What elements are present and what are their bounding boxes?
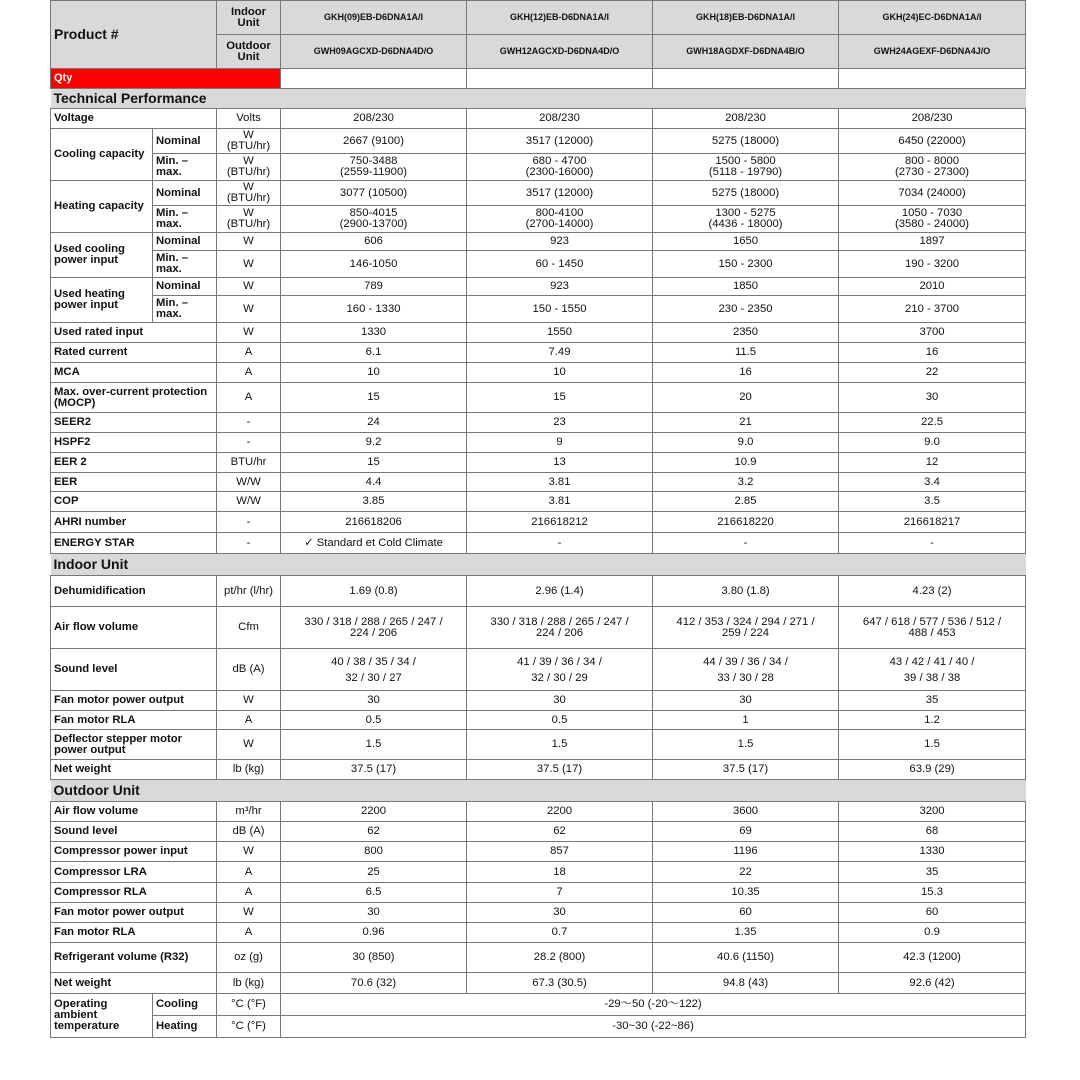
table-row xyxy=(51,923,1026,943)
sub-label: Cooling xyxy=(153,994,217,1016)
value-cell: 1650 xyxy=(653,233,839,251)
value-cell: 3.81 xyxy=(467,473,653,492)
value-cell: 2350 xyxy=(653,323,839,343)
value-cell: 69 xyxy=(653,822,839,842)
unit-cell: A xyxy=(217,923,281,943)
value-cell: 60 xyxy=(653,903,839,923)
row-label: Sound level xyxy=(51,822,217,842)
table-row xyxy=(51,576,1026,607)
qty-cell xyxy=(839,69,1026,89)
value-cell: 10.35 xyxy=(653,883,839,903)
value-cell: 150 - 1550 xyxy=(467,296,653,323)
value-cell: 7.49 xyxy=(467,343,653,363)
table-row xyxy=(51,730,1026,760)
value-cell: 42.3 (1200) xyxy=(839,943,1026,973)
value-cell: 60 - 1450 xyxy=(467,251,653,278)
unit-cell: - xyxy=(217,433,281,453)
row-label: AHRI number xyxy=(51,512,217,533)
value-cell: 35 xyxy=(839,691,1026,711)
qty-cell xyxy=(467,69,653,89)
value-cell: 43 / 42 / 41 / 40 / 39 / 38 / 38 xyxy=(839,649,1026,691)
value-cell: 18 xyxy=(467,862,653,883)
value-cell: 3200 xyxy=(839,802,1026,822)
unit-cell: W/W xyxy=(217,492,281,512)
value-cell: 30 xyxy=(467,903,653,923)
table-row xyxy=(51,473,1026,492)
value-cell: 2.85 xyxy=(653,492,839,512)
value-cell: 2200 xyxy=(467,802,653,822)
unit-cell: A xyxy=(217,363,281,383)
value-cell: 7 xyxy=(467,883,653,903)
qty-label: Qty xyxy=(51,69,281,89)
table-row xyxy=(51,129,1026,154)
value-cell: 1.5 xyxy=(653,730,839,760)
value-cell: 70.6 (32) xyxy=(281,973,467,994)
sub-label: Nominal xyxy=(153,278,217,296)
table-row xyxy=(51,1016,1026,1038)
table-row xyxy=(51,206,1026,233)
value-cell: 13 xyxy=(467,453,653,473)
value-cell: 210 - 3700 xyxy=(839,296,1026,323)
table-row xyxy=(51,533,1026,554)
value-cell: 12 xyxy=(839,453,1026,473)
value-cell: -30~30 (-22~86) xyxy=(281,1016,1026,1038)
value-cell: 9.0 xyxy=(839,433,1026,453)
table-row xyxy=(51,760,1026,780)
value-cell: 1050 - 7030 (3580 - 24000) xyxy=(839,206,1026,233)
value-cell: 44 / 39 / 36 / 34 / 33 / 30 / 28 xyxy=(653,649,839,691)
value-cell: 750-3488 (2559-11900) xyxy=(281,154,467,181)
row-label: Dehumidification xyxy=(51,576,217,607)
value-cell: 1.5 xyxy=(467,730,653,760)
value-cell: 606 xyxy=(281,233,467,251)
unit-cell: lb (kg) xyxy=(217,760,281,780)
value-cell: 9 xyxy=(467,433,653,453)
value-cell: 3.81 xyxy=(467,492,653,512)
unit-cell: W xyxy=(217,278,281,296)
row-label: Sound level xyxy=(51,649,217,691)
product-label: Product # xyxy=(51,1,217,69)
section-title: Outdoor Unit xyxy=(51,780,1026,802)
value-cell: 1.69 (0.8) xyxy=(281,576,467,607)
value-cell: 146-1050 xyxy=(281,251,467,278)
value-cell: 160 - 1330 xyxy=(281,296,467,323)
table-row xyxy=(51,943,1026,973)
unit-cell: W xyxy=(217,233,281,251)
qty-cell xyxy=(653,69,839,89)
value-cell: 2200 xyxy=(281,802,467,822)
table-row xyxy=(51,691,1026,711)
technical-rows xyxy=(51,323,1026,554)
value-cell: 15 xyxy=(281,453,467,473)
value-cell: 800 - 8000 (2730 - 27300) xyxy=(839,154,1026,181)
value-cell: 923 xyxy=(467,233,653,251)
table-row xyxy=(51,822,1026,842)
unit-cell: W xyxy=(217,691,281,711)
value-cell: 800 xyxy=(281,842,467,862)
value-cell: 35 xyxy=(839,862,1026,883)
value-cell: 22 xyxy=(653,862,839,883)
value-cell: 208/230 xyxy=(281,109,467,129)
value-cell: 21 xyxy=(653,413,839,433)
value-cell: 1.35 xyxy=(653,923,839,943)
row-label: Deflector stepper motor power output xyxy=(51,730,217,760)
unit-cell: A xyxy=(217,343,281,363)
table-row xyxy=(51,994,1026,1016)
value-cell: 330 / 318 / 288 / 265 / 247 / 224 / 206 xyxy=(281,607,467,649)
unit-cell: A xyxy=(217,383,281,413)
unit-cell: W (BTU/hr) xyxy=(217,206,281,233)
value-cell: 9.0 xyxy=(653,433,839,453)
value-cell: 6.1 xyxy=(281,343,467,363)
value-cell: 3.80 (1.8) xyxy=(653,576,839,607)
value-cell: 1850 xyxy=(653,278,839,296)
sub-label: Nominal xyxy=(153,181,217,206)
section-title: Technical Performance xyxy=(51,89,1026,109)
sub-label: Min. – max. xyxy=(153,251,217,278)
unit-cell: °C (°F) xyxy=(217,1016,281,1038)
value-cell: 5275 (18000) xyxy=(653,181,839,206)
value-cell: 16 xyxy=(653,363,839,383)
table-row xyxy=(51,512,1026,533)
unit-cell: W xyxy=(217,903,281,923)
table-row xyxy=(51,251,1026,278)
row-label: Max. over-current protection (MOCP) xyxy=(51,383,217,413)
value-cell: 37.5 (17) xyxy=(653,760,839,780)
indoor-rows xyxy=(51,691,1026,780)
value-cell: 3.2 xyxy=(653,473,839,492)
unit-cell: W (BTU/hr) xyxy=(217,129,281,154)
unit-cell: W xyxy=(217,730,281,760)
row-label: Rated current xyxy=(51,343,217,363)
unit-cell: A xyxy=(217,883,281,903)
indoor-model-3: GKH(18)EB-D6DNA1A/I xyxy=(653,1,839,35)
value-cell: 0.7 xyxy=(467,923,653,943)
value-cell: 216618206 xyxy=(281,512,467,533)
value-cell: 10.9 xyxy=(653,453,839,473)
value-cell: 330 / 318 / 288 / 265 / 247 / 224 / 206 xyxy=(467,607,653,649)
unit-cell: W xyxy=(217,296,281,323)
sub-label: Min. – max. xyxy=(153,296,217,323)
value-cell: - xyxy=(467,533,653,554)
value-cell: 4.23 (2) xyxy=(839,576,1026,607)
row-label: Compressor RLA xyxy=(51,883,217,903)
table-row xyxy=(51,607,1026,649)
value-cell: 62 xyxy=(467,822,653,842)
unit-cell: - xyxy=(217,533,281,554)
value-cell: 2010 xyxy=(839,278,1026,296)
value-cell: 92.6 (42) xyxy=(839,973,1026,994)
row-label: Fan motor power output xyxy=(51,691,217,711)
unit-cell: Volts xyxy=(217,109,281,129)
value-cell: 216618212 xyxy=(467,512,653,533)
unit-cell: W xyxy=(217,323,281,343)
value-cell: 857 xyxy=(467,842,653,862)
row-label: Net weight xyxy=(51,973,217,994)
row-label: Operating ambient temperature xyxy=(51,994,153,1038)
row-label: HSPF2 xyxy=(51,433,217,453)
value-cell: 1.2 xyxy=(839,711,1026,730)
value-cell: 22 xyxy=(839,363,1026,383)
sub-label: Nominal xyxy=(153,233,217,251)
value-cell: 15 xyxy=(281,383,467,413)
row-label: Refrigerant volume (R32) xyxy=(51,943,217,973)
value-cell: 5275 (18000) xyxy=(653,129,839,154)
value-cell: 40 / 38 / 35 / 34 / 32 / 30 / 27 xyxy=(281,649,467,691)
table-row xyxy=(51,492,1026,512)
outdoor-model-3: GWH18AGDXF-D6DNA4B/O xyxy=(653,35,839,69)
value-cell: - xyxy=(839,533,1026,554)
value-cell: ✓ Standard et Cold Climate xyxy=(281,533,467,554)
row-label: Air flow volume xyxy=(51,607,217,649)
table-row xyxy=(51,802,1026,822)
value-cell: 37.5 (17) xyxy=(281,760,467,780)
value-cell: 3517 (12000) xyxy=(467,129,653,154)
table-row xyxy=(51,842,1026,862)
value-cell: 41 / 39 / 36 / 34 / 32 / 30 / 29 xyxy=(467,649,653,691)
value-cell: 9.2 xyxy=(281,433,467,453)
value-cell: 0.96 xyxy=(281,923,467,943)
sub-label: Min. – max. xyxy=(153,206,217,233)
value-cell: 1897 xyxy=(839,233,1026,251)
unit-cell: W xyxy=(217,842,281,862)
unit-cell: °C (°F) xyxy=(217,994,281,1016)
indoor-model-1: GKH(09)EB-D6DNA1A/I xyxy=(281,1,467,35)
unit-cell: - xyxy=(217,512,281,533)
unit-cell: dB (A) xyxy=(217,822,281,842)
unit-cell: lb (kg) xyxy=(217,973,281,994)
row-label: Used rated input xyxy=(51,323,217,343)
value-cell: 30 xyxy=(653,691,839,711)
value-cell: 647 / 618 / 577 / 536 / 512 / 488 / 453 xyxy=(839,607,1026,649)
value-cell: 0.9 xyxy=(839,923,1026,943)
outdoor-unit-label: Outdoor Unit xyxy=(217,35,281,69)
table-row xyxy=(51,973,1026,994)
row-label: Compressor LRA xyxy=(51,862,217,883)
row-label: Fan motor power output xyxy=(51,903,217,923)
row-label: EER 2 xyxy=(51,453,217,473)
value-cell: 30 xyxy=(467,691,653,711)
value-cell: 1.5 xyxy=(281,730,467,760)
table-row xyxy=(51,343,1026,363)
outdoor-model-1: GWH09AGCXD-D6DNA4D/O xyxy=(281,35,467,69)
value-cell: 2667 (9100) xyxy=(281,129,467,154)
value-cell: 850-4015 (2900-13700) xyxy=(281,206,467,233)
value-cell: 1300 - 5275 (4436 - 18000) xyxy=(653,206,839,233)
value-cell: 2.96 (1.4) xyxy=(467,576,653,607)
header-row-indoor xyxy=(51,1,1026,35)
value-cell: 10 xyxy=(467,363,653,383)
value-cell: 30 xyxy=(281,903,467,923)
row-label: Used cooling power input xyxy=(51,233,153,278)
row-label: Used heating power input xyxy=(51,278,153,323)
value-cell: 62 xyxy=(281,822,467,842)
unit-cell: pt/hr (l/hr) xyxy=(217,576,281,607)
table-row xyxy=(51,862,1026,883)
row-label: SEER2 xyxy=(51,413,217,433)
outdoor-model-2: GWH12AGCXD-D6DNA4D/O xyxy=(467,35,653,69)
table-row xyxy=(51,181,1026,206)
row-label: EER xyxy=(51,473,217,492)
value-cell: 1196 xyxy=(653,842,839,862)
value-cell: 68 xyxy=(839,822,1026,842)
value-cell: 208/230 xyxy=(467,109,653,129)
value-cell: 94.8 (43) xyxy=(653,973,839,994)
value-cell: 15.3 xyxy=(839,883,1026,903)
value-cell: 6450 (22000) xyxy=(839,129,1026,154)
unit-cell: A xyxy=(217,711,281,730)
value-cell: 16 xyxy=(839,343,1026,363)
outdoor-model-4: GWH24AGEXF-D6DNA4J/O xyxy=(839,35,1026,69)
value-cell: 800-4100 (2700-14000) xyxy=(467,206,653,233)
value-cell: 208/230 xyxy=(653,109,839,129)
table-row xyxy=(51,383,1026,413)
value-cell: 6.5 xyxy=(281,883,467,903)
section-technical xyxy=(51,89,1026,109)
row-label: Fan motor RLA xyxy=(51,923,217,943)
indoor-model-2: GKH(12)EB-D6DNA1A/I xyxy=(467,1,653,35)
value-cell: 3700 xyxy=(839,323,1026,343)
value-cell: 412 / 353 / 324 / 294 / 271 / 259 / 224 xyxy=(653,607,839,649)
qty-row xyxy=(51,69,1026,89)
row-label: Net weight xyxy=(51,760,217,780)
table-row xyxy=(51,649,1026,691)
value-cell: 680 - 4700 (2300-16000) xyxy=(467,154,653,181)
row-label: Compressor power input xyxy=(51,842,217,862)
row-label: ENERGY STAR xyxy=(51,533,217,554)
qty-cell xyxy=(281,69,467,89)
table-row xyxy=(51,278,1026,296)
table-row xyxy=(51,883,1026,903)
value-cell: 0.5 xyxy=(281,711,467,730)
value-cell: 40.6 (1150) xyxy=(653,943,839,973)
value-cell: 1550 xyxy=(467,323,653,343)
value-cell: 20 xyxy=(653,383,839,413)
value-cell: 0.5 xyxy=(467,711,653,730)
table-row xyxy=(51,154,1026,181)
row-label: Fan motor RLA xyxy=(51,711,217,730)
unit-cell: Cfm xyxy=(217,607,281,649)
value-cell: 1.5 xyxy=(839,730,1026,760)
value-cell: 3600 xyxy=(653,802,839,822)
table-row xyxy=(51,323,1026,343)
table-row xyxy=(51,413,1026,433)
value-cell: 1330 xyxy=(281,323,467,343)
value-cell: 67.3 (30.5) xyxy=(467,973,653,994)
value-cell: 10 xyxy=(281,363,467,383)
value-cell: 63.9 (29) xyxy=(839,760,1026,780)
outdoor-rows xyxy=(51,802,1026,994)
value-cell: 30 xyxy=(839,383,1026,413)
value-cell: 789 xyxy=(281,278,467,296)
table-row xyxy=(51,109,1026,129)
value-cell: 208/230 xyxy=(839,109,1026,129)
unit-cell: W xyxy=(217,251,281,278)
value-cell: 37.5 (17) xyxy=(467,760,653,780)
value-cell: 3077 (10500) xyxy=(281,181,467,206)
value-cell: 216618220 xyxy=(653,512,839,533)
value-cell: 150 - 2300 xyxy=(653,251,839,278)
value-cell: 3.85 xyxy=(281,492,467,512)
value-cell: 230 - 2350 xyxy=(653,296,839,323)
value-cell: 1330 xyxy=(839,842,1026,862)
sub-label: Min. – max. xyxy=(153,154,217,181)
indoor-model-4: GKH(24)EC-D6DNA1A/I xyxy=(839,1,1026,35)
value-cell: 1 xyxy=(653,711,839,730)
value-cell: 25 xyxy=(281,862,467,883)
value-cell: 22.5 xyxy=(839,413,1026,433)
unit-cell: oz (g) xyxy=(217,943,281,973)
value-cell: - xyxy=(653,533,839,554)
table-row xyxy=(51,433,1026,453)
value-cell: 24 xyxy=(281,413,467,433)
unit-cell: W/W xyxy=(217,473,281,492)
unit-cell: m³/hr xyxy=(217,802,281,822)
row-label: Cooling capacity xyxy=(51,129,153,181)
row-label: Voltage xyxy=(51,109,217,129)
value-cell: 30 (850) xyxy=(281,943,467,973)
table-row xyxy=(51,363,1026,383)
spec-table xyxy=(50,0,1026,1038)
value-cell: 1500 - 5800 (5118 - 19790) xyxy=(653,154,839,181)
table-row xyxy=(51,233,1026,251)
value-cell: 216618217 xyxy=(839,512,1026,533)
row-label: Air flow volume xyxy=(51,802,217,822)
row-label: Heating capacity xyxy=(51,181,153,233)
value-cell: 11.5 xyxy=(653,343,839,363)
table-row xyxy=(51,296,1026,323)
sub-label: Heating xyxy=(153,1016,217,1038)
sub-label: Nominal xyxy=(153,129,217,154)
table-row xyxy=(51,903,1026,923)
value-cell: 923 xyxy=(467,278,653,296)
table-row xyxy=(51,453,1026,473)
value-cell: 4.4 xyxy=(281,473,467,492)
unit-cell: dB (A) xyxy=(217,649,281,691)
value-cell: 15 xyxy=(467,383,653,413)
value-cell: 7034 (24000) xyxy=(839,181,1026,206)
row-label: COP xyxy=(51,492,217,512)
value-cell: 60 xyxy=(839,903,1026,923)
unit-cell: W (BTU/hr) xyxy=(217,154,281,181)
unit-cell: W (BTU/hr) xyxy=(217,181,281,206)
unit-cell: BTU/hr xyxy=(217,453,281,473)
section-indoor xyxy=(51,554,1026,576)
value-cell: 23 xyxy=(467,413,653,433)
table-row xyxy=(51,711,1026,730)
value-cell: 3.5 xyxy=(839,492,1026,512)
section-title: Indoor Unit xyxy=(51,554,1026,576)
value-cell: 3.4 xyxy=(839,473,1026,492)
unit-cell: A xyxy=(217,862,281,883)
value-cell: 30 xyxy=(281,691,467,711)
section-outdoor xyxy=(51,780,1026,802)
indoor-unit-label: Indoor Unit xyxy=(217,1,281,35)
value-cell: 190 - 3200 xyxy=(839,251,1026,278)
value-cell: -29～50 (-20～122) xyxy=(281,994,1026,1016)
unit-cell: - xyxy=(217,413,281,433)
value-cell: 3517 (12000) xyxy=(467,181,653,206)
row-label: MCA xyxy=(51,363,217,383)
value-cell: 28.2 (800) xyxy=(467,943,653,973)
